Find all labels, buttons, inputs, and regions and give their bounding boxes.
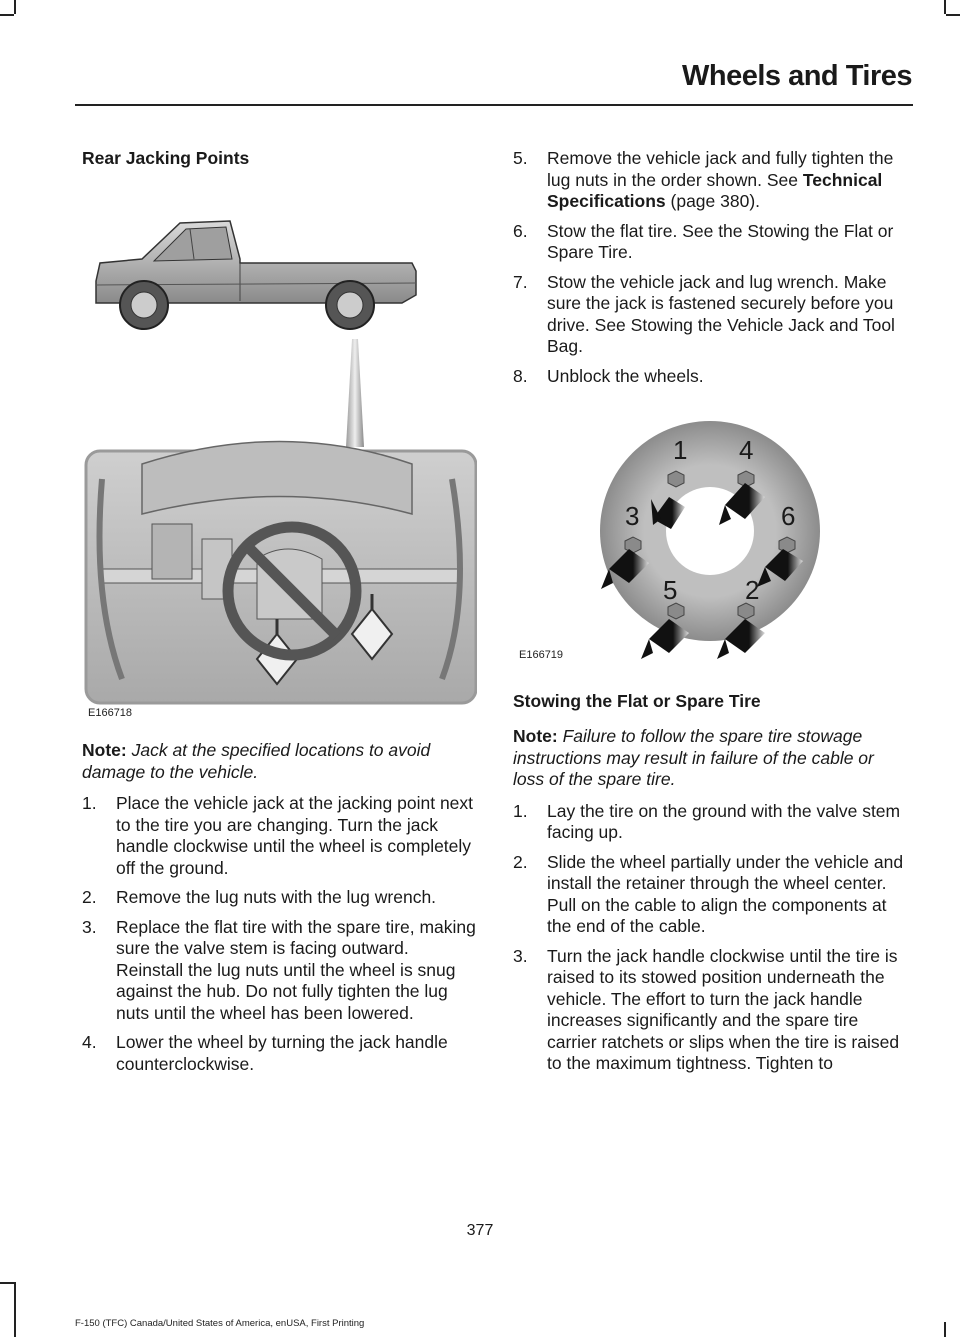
note-jacking: [82, 740, 477, 783]
left-column: [82, 148, 477, 1083]
lug-label-4: 4: [739, 435, 754, 465]
list-item: 4. Lower the wheel by turning the jack handle counterclockwise.: [82, 1032, 448, 1074]
list-item: 6. Stow the flat tire. See the Stowing the Flat or Spare Tire.: [513, 220, 894, 262]
lug-label-5: 5: [663, 575, 678, 605]
crop-mark-tr-v: [944, 0, 946, 14]
lug-label-3: 3: [625, 501, 640, 531]
list-item: 1. Place the vehicle jack at the jacking point next to the tire you are changing. Turn the jack handle clockwise until the wheel is completely off the ground.: [82, 793, 474, 878]
figure-code: E166718: [88, 707, 133, 719]
crop-mark-br-v: [944, 1322, 946, 1337]
crop-mark-bl-h: [0, 1282, 14, 1284]
crop-mark-tl-h: [0, 14, 14, 16]
section-heading-stowing: Stowing the Flat or Spare Tire: [513, 691, 761, 711]
list-item: 1. Lay the tire on the ground with the valve stem facing up.: [513, 800, 901, 842]
steps-list-left: [82, 793, 477, 1075]
page-title: Wheels and Tires: [682, 60, 912, 92]
figure-rear-jacking: [82, 179, 477, 724]
wheel-hub-diagram: [513, 401, 908, 661]
section-heading-rear-jacking: Rear Jacking Points: [82, 148, 250, 168]
page-number: 377: [466, 1222, 494, 1239]
note-stowing: [513, 726, 908, 791]
list-item: 3. Replace the flat tire with the spare tire, making sure the valve stem is facing outward. Reinstall the lug nuts until the wheel is snug against the hub. Do not fully tighten the lug nuts until the wheel has been lowered.: [82, 916, 476, 1023]
steps-list-right: [513, 148, 908, 387]
right-column: [513, 148, 908, 1083]
crop-mark-tl-v: [14, 0, 16, 14]
list-item: 5. Remove the vehicle jack and fully tighten the lug nuts in the order shown. See Technical Specifications (page 380).: [513, 148, 894, 211]
list-item: 7. Stow the vehicle jack and lug wrench. Make sure the jack is fastened securely before you drive. See Stowing the Vehicle Jack and Tool Bag.: [513, 271, 895, 356]
figure-lug-nut-order: [513, 401, 908, 661]
cross-reference-link[interactable]: Technical Specifications: [547, 169, 883, 211]
figure-code: E166719: [519, 649, 564, 661]
lug-label-1: 1: [673, 435, 688, 465]
list-item: 2. Remove the lug nuts with the lug wrench.: [82, 887, 437, 907]
crop-mark-bl-v: [14, 1282, 16, 1337]
header-rule: [75, 104, 913, 106]
crop-mark-tr-h: [946, 14, 960, 16]
list-item: 8. Unblock the wheels.: [513, 365, 704, 386]
note-text: Failure to follow the spare tire stowage instructions may result in failure of the cable or loss of the spare tire.: [513, 726, 874, 789]
lug-label-2: 2: [745, 575, 760, 605]
note-text: Jack at the specified locations to avoid damage to the vehicle.: [82, 740, 431, 782]
truck-illustration: [82, 179, 477, 724]
note-label: Note:: [82, 740, 127, 760]
list-item: 3. Turn the jack handle clockwise until the tire is raised to its stowed position underneath the vehicle. The effort to turn the jack handle increases significantly and the spare tire carrier ratchets or slips when the tire is raised to the maximum tightness. Tighten to: [513, 945, 900, 1073]
steps-list-stowing: [513, 801, 908, 1075]
note-label: Note:: [513, 726, 558, 746]
footer-edition: F-150 (TFC) Canada/United States of America, enUSA, First Printing: [75, 1318, 365, 1329]
lug-label-6: 6: [781, 501, 796, 531]
list-item: 2. Slide the wheel partially under the vehicle and install the retainer through the wheel center. Pull on the cable to align the components at the end of the cable.: [513, 851, 904, 936]
